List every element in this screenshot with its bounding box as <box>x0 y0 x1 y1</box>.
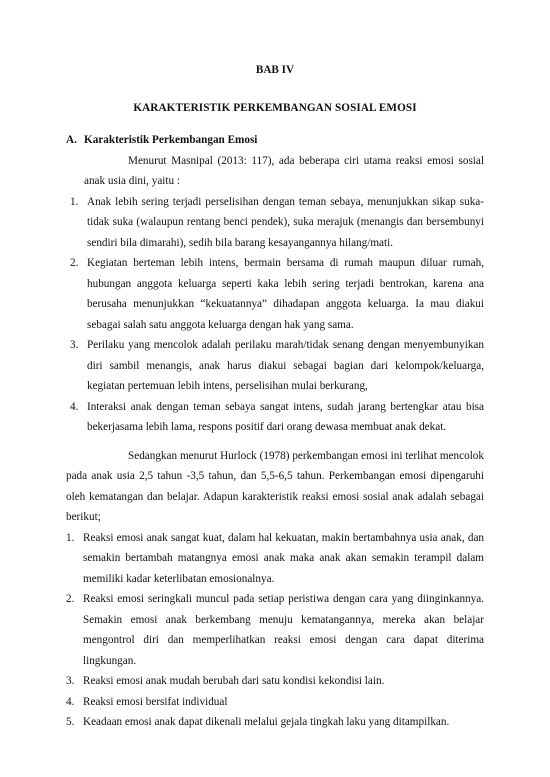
list-text: Reaksi emosi anak mudah berubah dari satu kondisi kekondisi lain. <box>83 675 385 687</box>
list-number: 2. <box>66 593 75 605</box>
characteristics-list-1 <box>66 192 484 438</box>
list-item <box>66 528 484 590</box>
list-item <box>66 589 484 671</box>
list-text: Reaksi emosi bersifat individual <box>83 695 228 708</box>
list-item <box>66 335 484 397</box>
intro-paragraph-2: Sedangkan menurut Hurlock (1978) perkembangan emosi ini terlihat mencolok pada anak usia 2,5 tahun -3,5 tahun, dan 5,5-6,5 tahun. Perkembangan emosi dipengaruhi oleh kematangan dan belajar. Adapun karakteristik reaksi emosi sosial anak adalah sebagai berikut; <box>66 449 484 523</box>
list-text: Anak lebih sering terjadi perselisihan dengan teman sebaya, menunjukkan sikap suka-tidak suka (walaupun rentang benci pendek), suka merajuk (menangis dan bersembunyi sendiri bila dimarahi), sedih bila barang kesayangannya hilang/mati. <box>87 195 484 249</box>
list-number: 5. <box>66 716 75 728</box>
list-item <box>66 692 484 713</box>
list-item <box>66 671 484 692</box>
list-number: 3. <box>70 339 79 351</box>
section-heading <box>66 130 484 151</box>
list-number: 1. <box>66 531 75 544</box>
list-item <box>66 712 484 733</box>
section-title: Karakteristik Perkembangan Emosi <box>84 134 258 146</box>
list-item <box>66 253 484 335</box>
list-text: Interaksi anak dengan teman sebaya sangat intens, sudah jarang bertengkar atau bisa bekerjasama lebih lama, respons positif dari orang dewasa membuat anak dekat. <box>87 400 484 433</box>
list-text: Perilaku yang mencolok adalah perilaku marah/tidak senang dengan menyembunyikan diri sambil menangis, anak harus diakui sebagai bagian dari kelompok/keluarga, kegiatan pertemuan lebih intens, perselisihan mulai berkurang, <box>87 339 484 392</box>
list-text: Reaksi emosi seringkali muncul pada setiap peristiwa dengan cara yang diinginkannya. Semakin emosi anak berkembang menuju kematangannya, mereka akan belajar mengontrol diri dan memperlihatkan reaksi emosi dengan cara dapat diterima lingkungan. <box>83 593 484 667</box>
list-number: 2. <box>70 257 79 269</box>
list-text: Reaksi emosi anak sangat kuat, dalam hal kekuatan, makin bertambahnya usia anak, dan semakin bertambah matangnya emosi anak maka anak akan semakin terampil dalam memiliki kadar keterlibatan emosionalnya. <box>83 531 484 585</box>
list-item <box>66 192 484 254</box>
list-number: 1. <box>70 195 79 208</box>
chapter-title: KARAKTERISTIK PERKEMBANGAN SOSIAL EMOSI <box>133 101 417 114</box>
list-text: Keadaan emosi anak dapat dikenali melalui gejala tingkah laku yang ditampilkan. <box>83 716 450 728</box>
list-item <box>66 397 484 438</box>
characteristics-list-2 <box>66 528 484 733</box>
list-number: 4. <box>70 400 79 413</box>
section-letter: A. <box>66 134 77 146</box>
list-number: 4. <box>66 695 75 708</box>
chapter-heading: BAB IV <box>255 64 295 76</box>
list-number: 3. <box>66 675 75 687</box>
intro-paragraph-1: Menurut Masnipal (2013: 117), ada beberapa ciri utama reaksi emosi sosial anak usia dini, yaitu : <box>84 154 484 187</box>
list-text: Kegiatan berteman lebih intens, bermain bersama di rumah maupun diluar rumah, hubungan anggota keluarga seperti kaka lebih sering terjadi bentrokan, karena ana berusaha menunjukkan “kekuatannya” dihadapan anggota keluarga. Ia mau diakui sebagai salah satu anggota keluarga dengan hak yang sama. <box>87 257 484 331</box>
